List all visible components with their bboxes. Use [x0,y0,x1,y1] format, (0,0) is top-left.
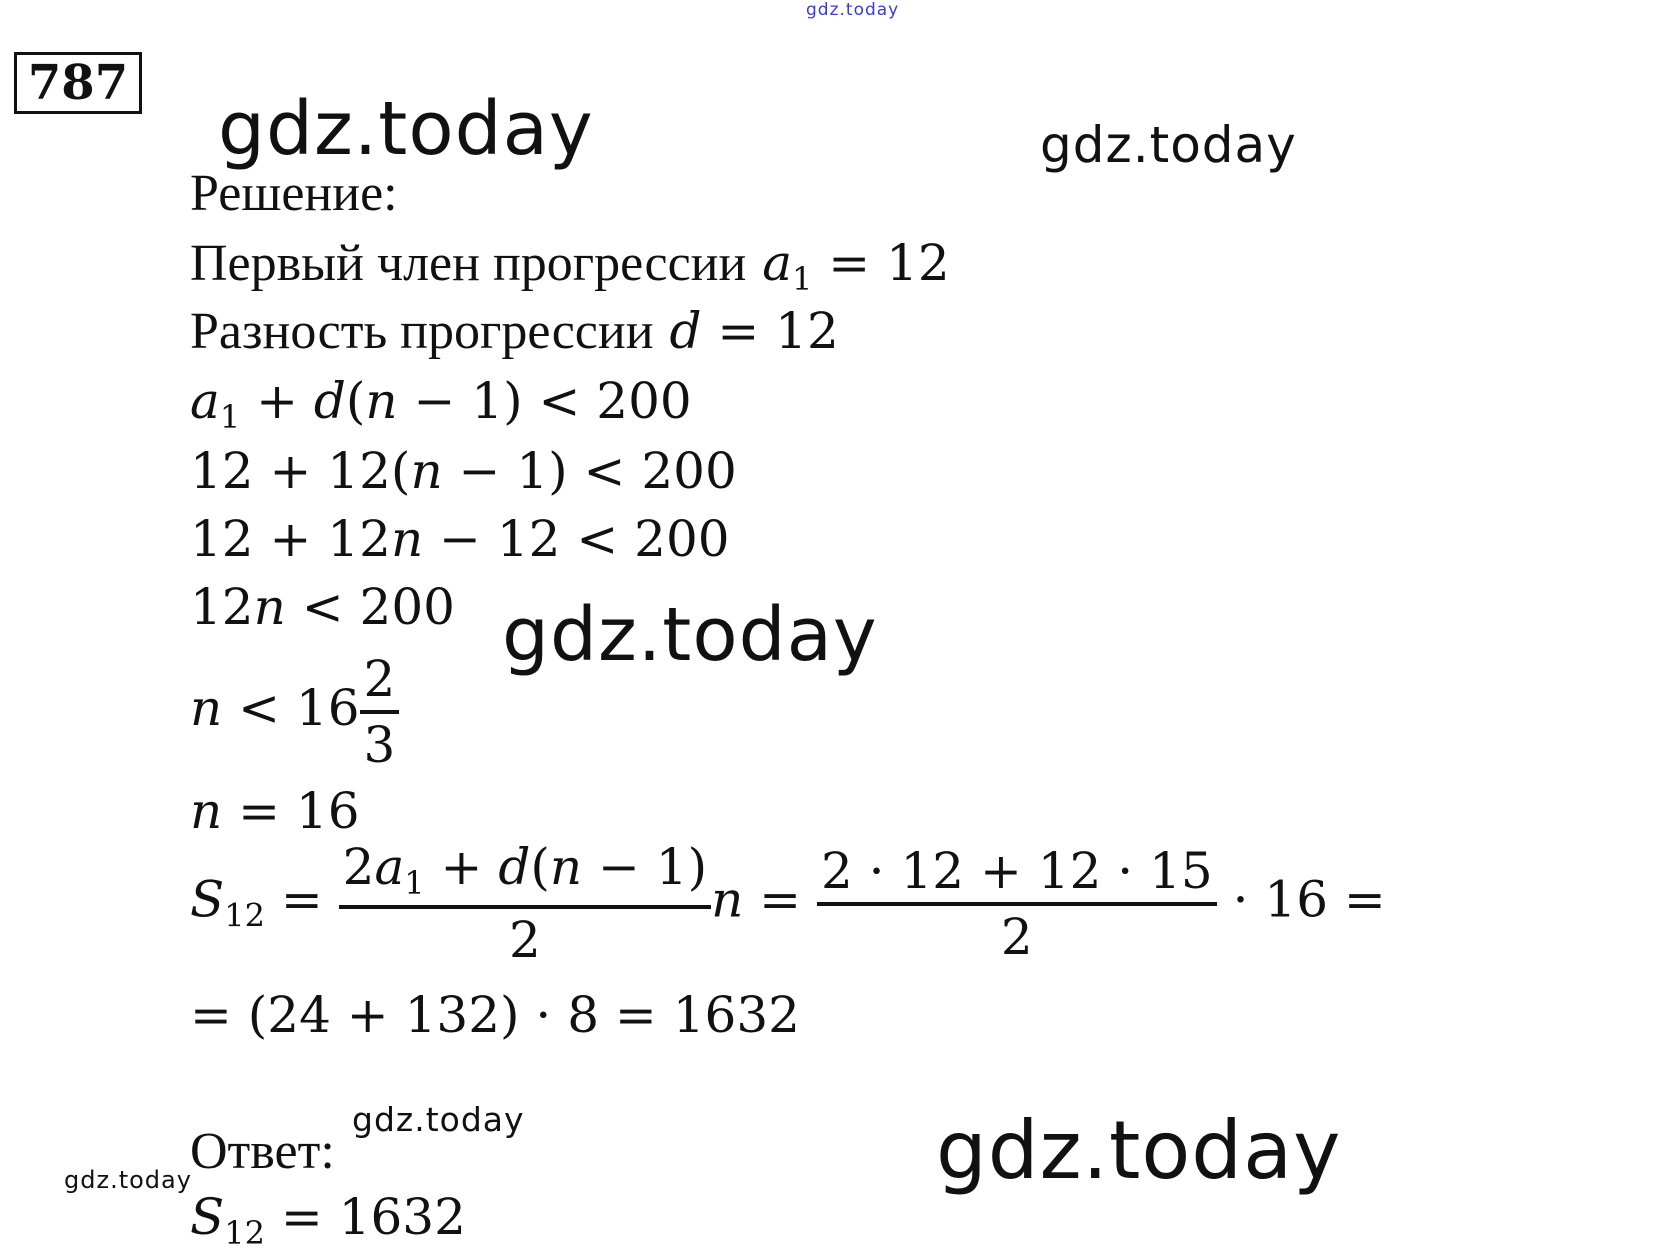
var-d: d [498,838,531,896]
text: = 1632 [264,1188,466,1246]
problem-number: 787 [14,52,142,114]
fraction-numerator [339,838,711,909]
text: 12 [190,578,254,636]
subscript: 1 [404,864,425,902]
difference-line [190,302,839,360]
var-n: n [390,510,424,568]
answer-heading: Ответ: [190,1123,335,1180]
text: 12 + 12( [190,442,411,500]
subscript: 1 [219,398,241,436]
subscript: 1 [792,260,813,298]
var-n: n [253,578,286,636]
var-n: n [549,838,583,896]
subscript: 12 [224,1214,265,1252]
text: − 12 < 200 [423,510,730,568]
var-a: a [190,372,220,430]
var-S: S [190,870,225,929]
fraction-numerator: 2 · 12 + 12 · 15 [817,846,1217,906]
difference-text: Разность прогрессии [190,303,654,360]
watermark: gdz.today [218,86,594,172]
text: = 16 [222,782,360,840]
text: ( [345,372,366,430]
var-n: n [410,442,443,500]
var-a: a [374,838,405,896]
text: · 16 = [1216,870,1386,929]
text: < 16 [222,679,360,737]
solution-heading: Решение: [190,165,398,222]
var-a: a [762,234,793,292]
fraction [339,838,711,969]
text: 2 [342,838,375,896]
text: = [743,870,817,929]
inequality-general [190,372,692,436]
watermark: gdz.today [64,1166,192,1194]
fraction [360,650,400,774]
text: = [264,870,339,929]
difference-value: = 12 [701,302,839,360]
subscript: 12 [224,896,265,935]
answer-value [190,1188,466,1252]
text: − 1) < 200 [442,442,737,500]
var-S: S [190,1188,225,1246]
var-n: n [711,870,744,929]
var-n: n [365,372,398,430]
first-term-value: = 12 [812,234,950,292]
inequality-expanded [190,510,730,568]
text: ( [530,838,550,896]
inequality-result [190,650,399,774]
fraction-denominator: 2 [1000,907,1033,966]
watermark: gdz.today [352,1100,525,1139]
fraction-numerator: 2 [360,654,400,714]
watermark: gdz.today [502,592,878,678]
text: − 1) < 200 [397,372,692,430]
fraction-denominator: 2 [508,911,541,969]
watermark-top: gdz.today [806,0,900,20]
sum-formula [190,838,1386,969]
fraction [817,841,1217,966]
var-n: n [190,782,223,840]
text: < 200 [285,578,455,636]
text: + [424,838,499,896]
fraction-denominator: 3 [363,716,396,774]
text: + [240,372,314,430]
var-n: n [190,679,223,737]
watermark: gdz.today [1040,116,1297,174]
text: − 1) [582,838,708,896]
inequality-substituted [190,442,737,500]
var-d: d [313,372,346,430]
text: 12 + 12 [190,510,391,568]
sum-result: = (24 + 132) · 8 = 1632 [190,986,800,1044]
first-term-line [190,234,950,298]
watermark: gdz.today [936,1104,1342,1197]
var-d: d [669,302,702,360]
n-value [190,782,360,840]
first-term-text: Первый член прогрессии [190,235,747,292]
inequality-simplified [190,578,455,636]
